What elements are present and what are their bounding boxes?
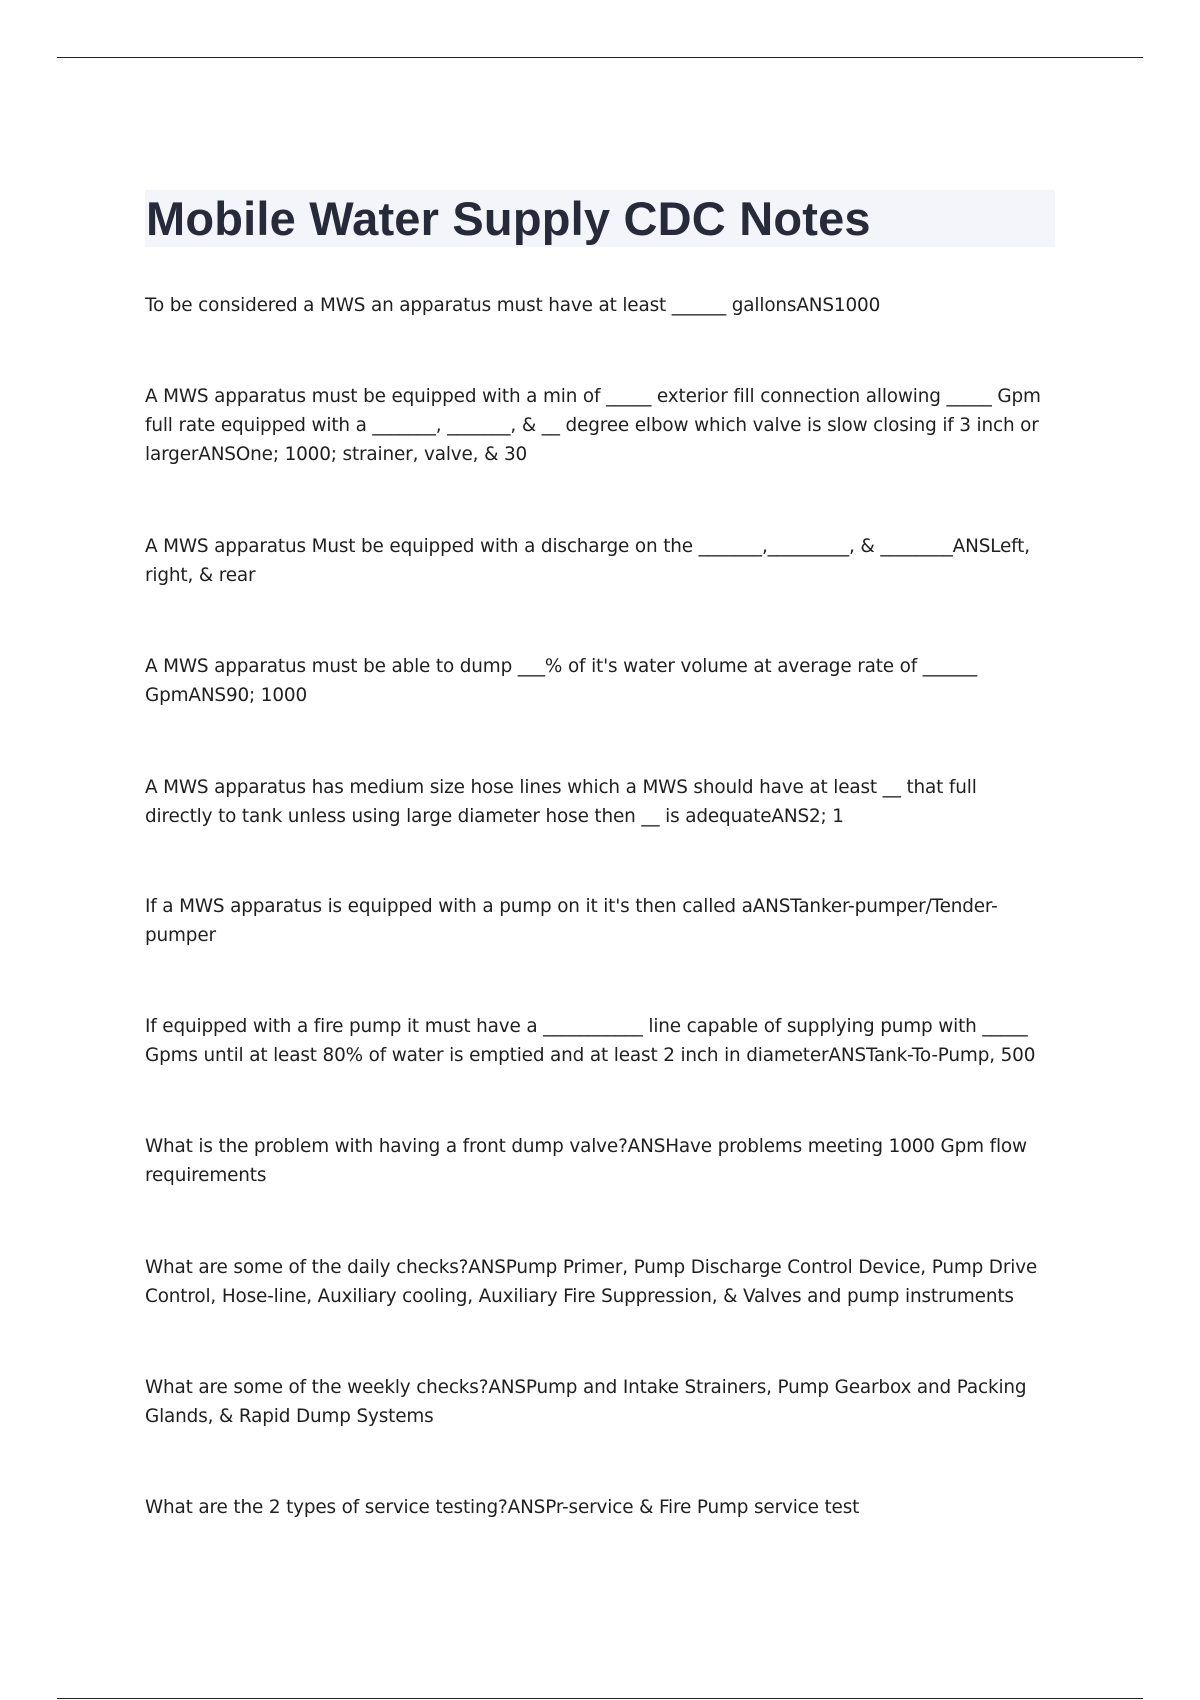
qa-entry-9: What are some of the daily checks?ANSPump Primer, Pump Discharge Control Device, Pump Drive Control, Hose-line, Auxiliary cooling, Auxiliary Fire Suppression, & Valves and pump instruments — [145, 1257, 1038, 1307]
qa-entry-4: A MWS apparatus must be able to dump ___% of it's water volume at average rate of ______ GpmANS90; 1000 — [145, 656, 978, 706]
qa-entry-3: A MWS apparatus Must be equipped with a discharge on the _______,_________, & ________ANSLeft, right, & rear — [145, 536, 1030, 586]
qa-entry-8: What is the problem with having a front dump valve?ANSHave problems meeting 1000 Gpm flow requirements — [145, 1136, 1027, 1186]
qa-entry-7: If equipped with a fire pump it must have a ___________ line capable of supplying pump with _____ Gpms until at least 80% of water is emptied and at least 2 inch in diameterANSTank-To-Pump, 500 — [145, 1016, 1036, 1066]
top-divider — [57, 57, 1143, 58]
qa-entry-2: A MWS apparatus must be equipped with a min of _____ exterior fill connection allowing _____ Gpm full rate equipped with a _______, _______, & __ degree elbow which valve is slow closing if 3 inch or largerANSOne; 1000; strainer, valve, & 30 — [145, 386, 1041, 465]
qa-entry-10: What are some of the weekly checks?ANSPump and Intake Strainers, Pump Gearbox and Packing Glands, & Rapid Dump Systems — [145, 1377, 1027, 1427]
qa-entry-6: If a MWS apparatus is equipped with a pump on it it's then called aANSTanker-pumper/Tender-pumper — [145, 896, 998, 946]
bottom-divider — [57, 1698, 1143, 1699]
document-title: Mobile Water Supply CDC Notes — [146, 192, 871, 245]
qa-entry-11: What are the 2 types of service testing?ANSPr-service & Fire Pump service test — [145, 1497, 860, 1518]
qa-entry-1: To be considered a MWS an apparatus must have at least ______ gallonsANS1000 — [145, 295, 881, 316]
qa-entry-5: A MWS apparatus has medium size hose lines which a MWS should have at least __ that full directly to tank unless using large diameter hose then __ is adequateANS2; 1 — [145, 777, 977, 827]
